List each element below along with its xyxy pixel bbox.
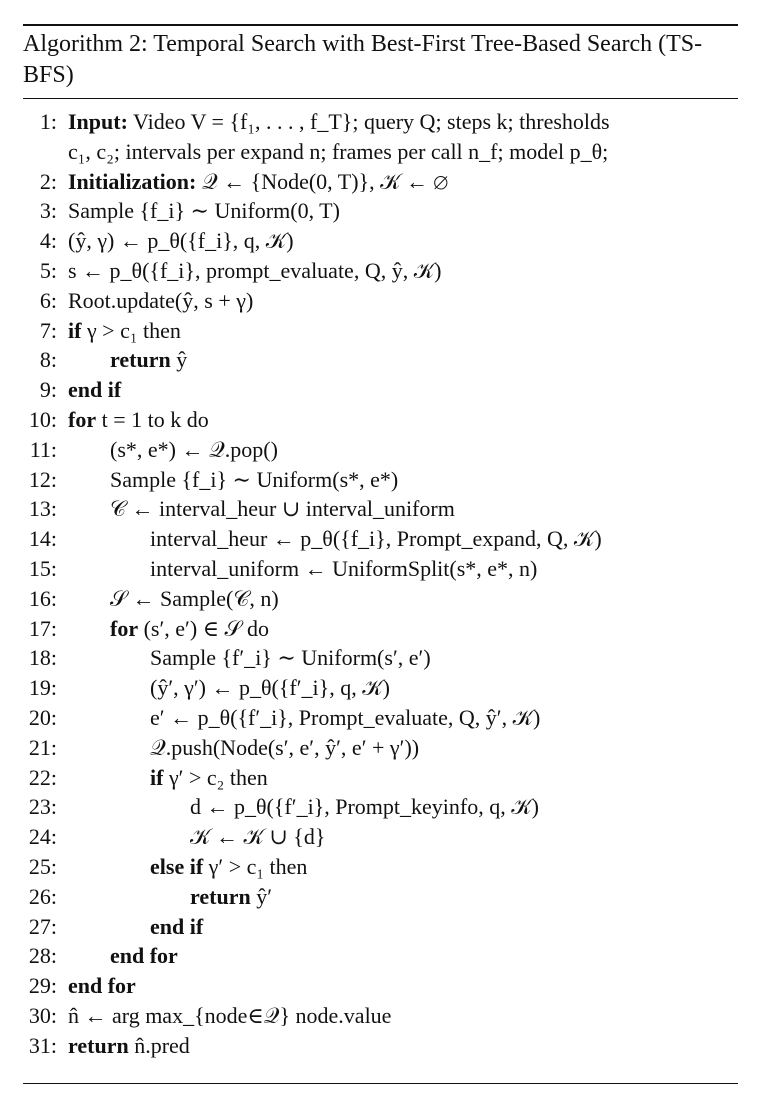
line-number: 12:	[28, 466, 57, 492]
line-content	[68, 1031, 190, 1061]
line-content	[110, 345, 187, 375]
algorithm-line	[0, 912, 784, 942]
algorithm-line	[0, 971, 784, 1001]
line-number: 1:	[39, 109, 57, 134]
line-number: 28:	[28, 943, 57, 969]
line-number: 8:	[39, 347, 57, 373]
line-number: 22:	[28, 764, 57, 790]
keyword: Initialization:	[68, 168, 197, 194]
algorithm-line	[0, 435, 784, 465]
line-content	[68, 107, 610, 137]
caption-rule	[23, 98, 738, 99]
statement: c₁, c₂; intervals per expand n; frames per call n_f; model p_θ;	[68, 138, 609, 164]
statement: (s′, e′) ∈ 𝒮 do	[138, 615, 270, 641]
line-number: 13:	[28, 496, 57, 522]
line-content	[190, 822, 325, 852]
line-content	[110, 614, 269, 644]
algorithm-line	[0, 345, 784, 375]
line-content	[190, 792, 539, 822]
statement: Video V = {f₁, . . . , f_T}; query Q; steps k; thresholds	[127, 109, 610, 134]
line-content	[150, 673, 390, 703]
statement: 𝒞 ← interval_heur ∪ interval_uniform	[110, 496, 455, 522]
statement: s ← p_θ({f_i}, prompt_evaluate, Q, ŷ, 𝒦)	[68, 258, 442, 283]
line-content	[110, 584, 279, 614]
line-number: 29:	[28, 973, 57, 999]
line-content	[68, 971, 136, 1001]
keyword: for	[68, 407, 97, 432]
algorithm-line	[0, 107, 784, 137]
line-content	[150, 524, 602, 554]
line-content	[110, 941, 178, 971]
statement: γ′ > c₂ then	[163, 764, 268, 790]
algorithm-line	[0, 405, 784, 435]
algorithm-line	[0, 316, 784, 346]
algorithm-line	[0, 1001, 784, 1031]
algorithm-line	[0, 524, 784, 554]
statement: Sample {f′_i} ∼ Uniform(s′, e′)	[150, 645, 431, 671]
statement: interval_heur ← p_θ({f_i}, Prompt_expand, Q, 𝒦)	[150, 526, 602, 552]
line-number: 26:	[28, 883, 57, 909]
line-content	[150, 763, 268, 793]
line-number: 31:	[28, 1032, 57, 1058]
line-number: 5:	[39, 258, 57, 283]
statement: 𝒬.push(Node(s′, e′, ŷ′, e′ + γ′))	[150, 734, 420, 760]
algorithm-line	[0, 643, 784, 673]
algorithm-line	[0, 465, 784, 495]
line-number: 9:	[39, 377, 57, 403]
algorithm-line	[0, 792, 784, 822]
statement: ŷ′	[250, 883, 273, 909]
statement: (s*, e*) ← 𝒬.pop()	[110, 436, 278, 462]
statement: e′ ← p_θ({f′_i}, Prompt_evaluate, Q, ŷ′, 𝒦)	[150, 705, 541, 730]
line-number: 24:	[28, 824, 57, 850]
line-number: 19:	[28, 675, 57, 701]
statement: (ŷ, γ) ← p_θ({f_i}, q, 𝒦)	[68, 228, 294, 254]
line-number: 17:	[28, 615, 57, 641]
keyword: return	[190, 883, 251, 909]
statement: interval_uniform ← UniformSplit(s*, e*, n)	[150, 556, 538, 581]
line-number: 20:	[28, 705, 57, 730]
line-content	[110, 435, 278, 465]
line-content	[150, 703, 540, 733]
top-rule	[23, 24, 738, 26]
statement: t = 1 to k do	[96, 407, 209, 432]
algorithm-caption: Algorithm 2: Temporal Search with Best-First Tree-Based Search (TS-BFS)	[23, 31, 703, 88]
line-number: 25:	[28, 854, 57, 879]
line-number: 16:	[28, 585, 57, 611]
statement: (ŷ′, γ′) ← p_θ({f′_i}, q, 𝒦)	[150, 675, 390, 701]
algorithm-line	[0, 584, 784, 614]
keyword: for	[110, 615, 139, 641]
line-number: 30:	[28, 1003, 57, 1028]
line-number: 14:	[28, 526, 57, 552]
line-number: 7:	[39, 317, 57, 343]
algorithm-line	[0, 941, 784, 971]
algorithm-line	[0, 196, 784, 226]
line-number: 4:	[39, 228, 57, 254]
algorithm-line	[0, 614, 784, 644]
line-number: 23:	[28, 794, 57, 820]
keyword: end for	[110, 943, 178, 969]
statement: n̂.pred	[128, 1032, 190, 1058]
line-content	[110, 494, 455, 524]
line-number: 15:	[28, 556, 57, 581]
algorithm-line	[0, 703, 784, 733]
line-content	[68, 405, 209, 435]
statement: 𝒮 ← Sample(𝒞, n)	[110, 585, 279, 611]
line-content	[190, 882, 272, 912]
line-number: 6:	[39, 287, 57, 313]
line-content	[68, 1001, 391, 1031]
line-content	[68, 375, 121, 405]
keyword: end for	[68, 973, 136, 999]
line-number: 3:	[39, 198, 57, 224]
algorithm-line	[0, 256, 784, 286]
line-content	[150, 912, 203, 942]
statement: n̂ ← arg max_{node∈𝒬} node.value	[68, 1003, 392, 1028]
statement: Sample {f_i} ∼ Uniform(0, T)	[68, 198, 340, 224]
statement: ŷ	[170, 347, 188, 373]
statement: γ′ > c₁ then	[203, 854, 308, 879]
keyword: end if	[68, 377, 122, 403]
keyword: return	[68, 1032, 129, 1058]
statement: 𝒦 ← 𝒦 ∪ {d}	[190, 824, 326, 850]
keyword: else if	[150, 854, 204, 879]
algorithm-line	[0, 226, 784, 256]
statement: γ > c₁ then	[81, 317, 181, 343]
statement: d ← p_θ({f′_i}, Prompt_keyinfo, q, 𝒦)	[190, 794, 539, 820]
line-number: 11:	[29, 436, 57, 462]
line-content	[150, 554, 537, 584]
line-number: 10:	[28, 407, 57, 432]
algorithm-line	[0, 375, 784, 405]
algorithm-line	[0, 822, 784, 852]
bottom-rule	[23, 1083, 738, 1084]
algorithm-line	[0, 286, 784, 316]
keyword: return	[110, 347, 171, 373]
statement: 𝒬 ← {Node(0, T)}, 𝒦 ← ∅	[196, 168, 449, 194]
line-number: 18:	[28, 645, 57, 671]
line-content	[68, 316, 181, 346]
algorithm-line	[0, 673, 784, 703]
line-number: 21:	[28, 734, 57, 760]
line-number: 2:	[39, 168, 57, 194]
line-content	[68, 226, 294, 256]
algorithm-line	[0, 167, 784, 197]
algorithm-line	[0, 852, 784, 882]
keyword: end if	[150, 913, 204, 939]
line-content	[150, 852, 307, 882]
algorithm-line	[0, 882, 784, 912]
line-content	[68, 196, 340, 226]
keyword: if	[150, 764, 164, 790]
statement: Sample {f_i} ∼ Uniform(s*, e*)	[110, 466, 399, 492]
line-content	[150, 733, 419, 763]
line-number: 27:	[28, 913, 57, 939]
keyword: if	[68, 317, 82, 343]
line-content	[68, 256, 441, 286]
algorithm-line	[0, 763, 784, 793]
line-content	[68, 286, 253, 316]
line-content	[110, 465, 398, 495]
algorithm-line	[0, 494, 784, 524]
algorithm-line	[0, 1031, 784, 1061]
keyword: Input:	[68, 109, 128, 134]
algorithm-line	[0, 554, 784, 584]
line-content	[150, 643, 431, 673]
algorithm-line	[0, 733, 784, 763]
line-content	[68, 167, 448, 197]
statement: Root.update(ŷ, s + γ)	[68, 287, 254, 313]
